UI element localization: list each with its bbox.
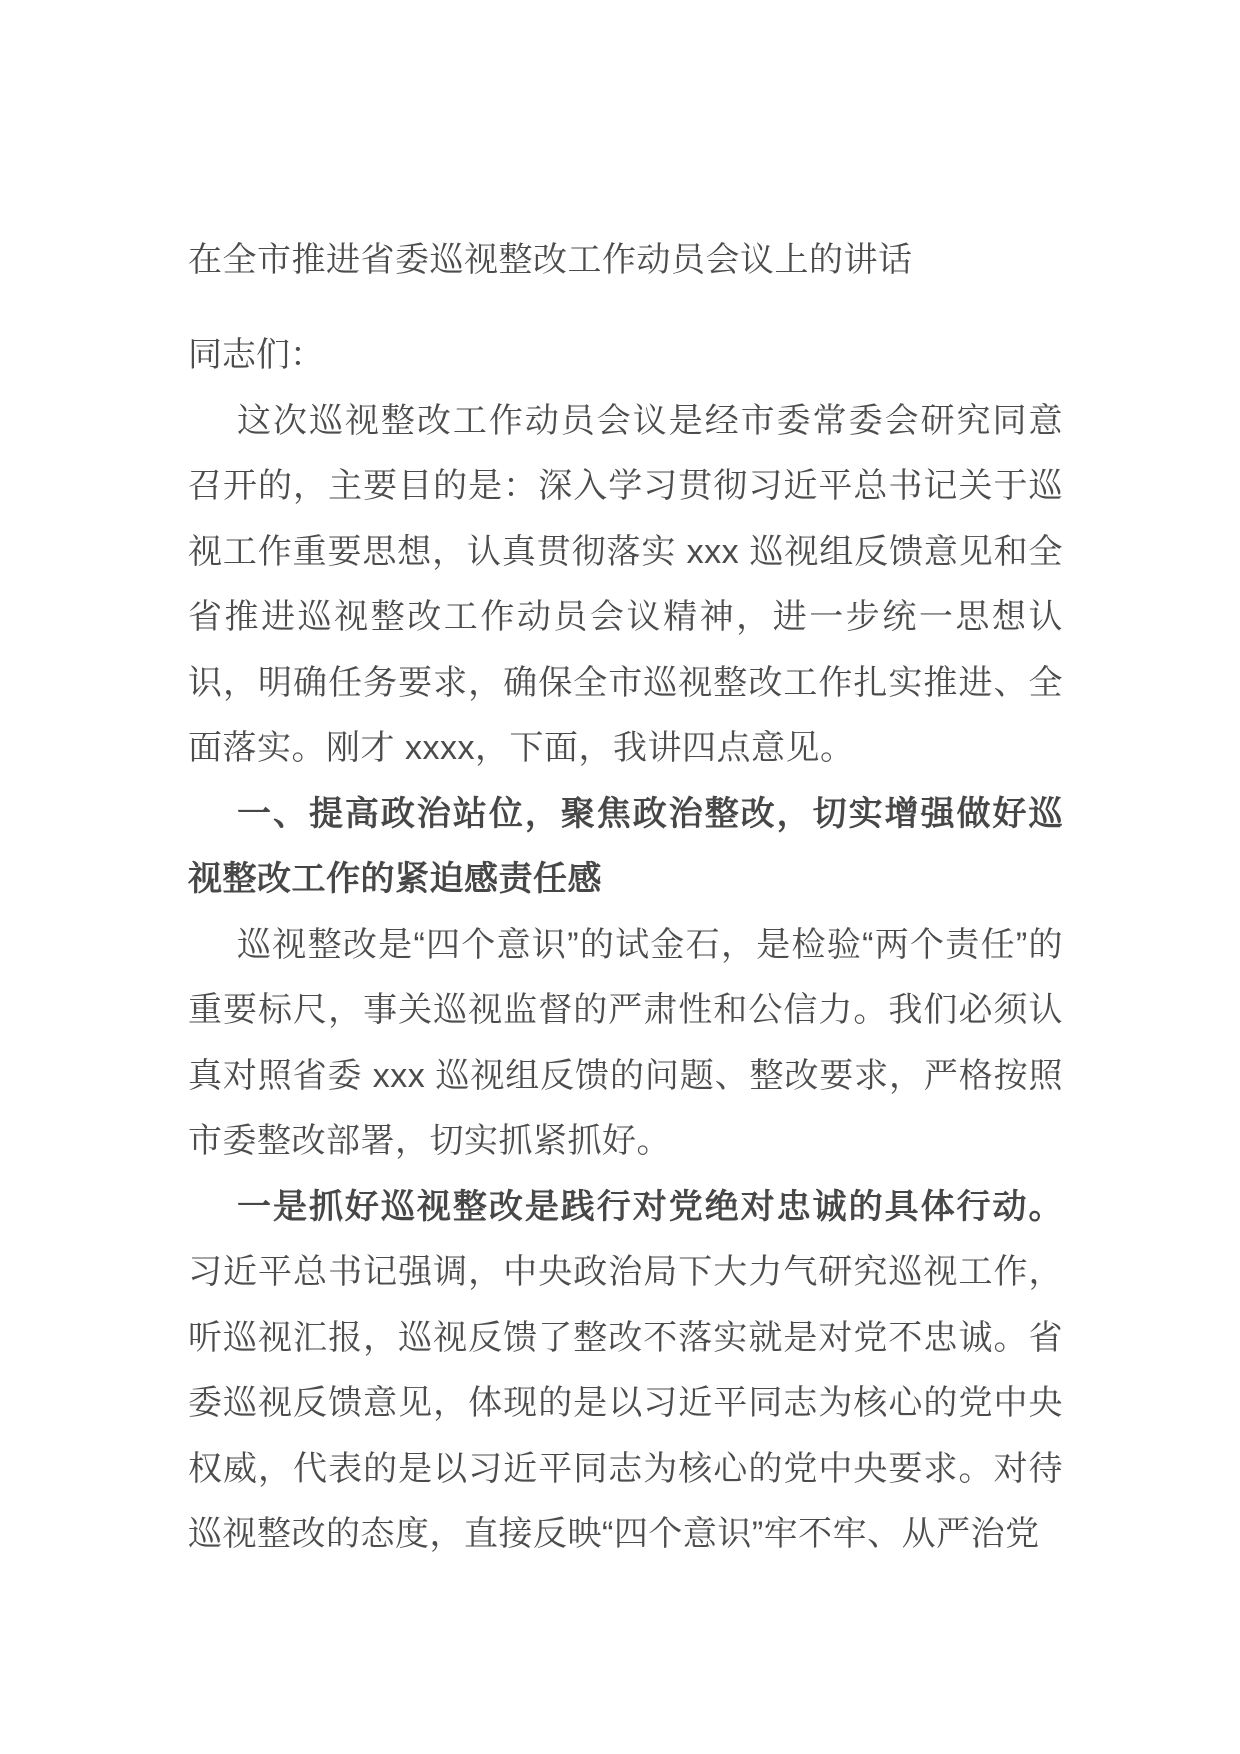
paragraph-bold-lead: 一是抓好巡视整改是践行对党绝对忠诚的具体行动。 — [237, 1187, 1063, 1226]
section-heading-1: 一、提高政治站位，聚焦政治整改，切实增强做好巡视整改工作的紧迫感责任感 — [188, 794, 1063, 898]
document-title: 在全市推进省委巡视整改工作动员会议上的讲话 — [188, 241, 913, 279]
paragraph-body-1: 巡视整改是“四个意识”的试金石，是检验“两个责任”的重要标尺，事关巡视监督的严肃性和公信力。我们必须认真对照省委 xxx 巡视组反馈的问题、整改要求，严格按照市委整改部署，切实抓紧抓好。 — [188, 925, 1063, 1160]
paragraph-body-2-text: 习近平总书记强调，中央政治局下大力气研究巡视工作，听巡视汇报，巡视反馈了整改不落实就是对党不忠诚。省委巡视反馈意见，体现的是以习近平同志为核心的党中央权威，代表的是以习近平同志为核心的党中央要求。对待巡视整改的态度，直接反映“四个意识”牢不牢、从严治党 — [188, 1253, 1063, 1553]
paragraph-intro: 这次巡视整改工作动员会议是经市委常委会研究同意召开的，主要目的是：深入学习贯彻习近平总书记关于巡视工作重要思想，认真贯彻落实 xxx 巡视组反馈意见和全省推进巡视整改工作动员会议精神，进一步统一思想认识，明确任务要求，确保全市巡视整改工作扎实推进、全面落实。刚才 xxxx，下面，我讲四点意见。 — [188, 401, 1063, 767]
paragraph-body-2 — [188, 1175, 1063, 1568]
salutation: 同志们： — [188, 336, 324, 374]
